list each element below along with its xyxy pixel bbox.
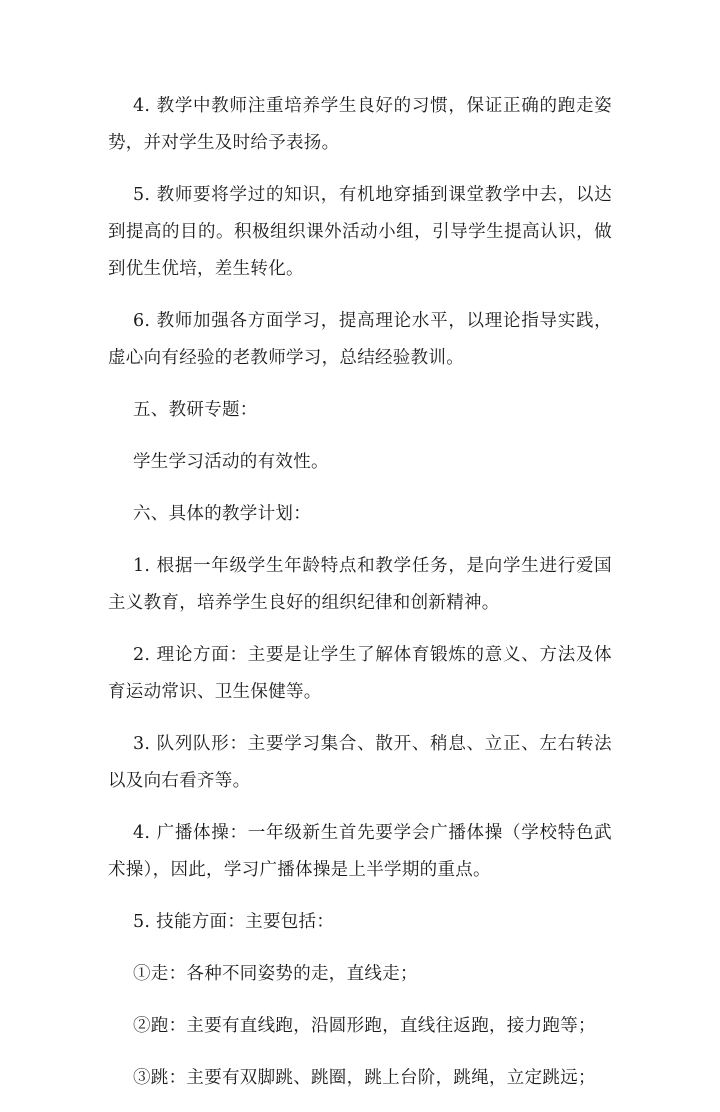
document-body — [108, 88, 612, 1112]
section-heading-research-topic: 五、教研专题： — [133, 400, 258, 420]
paragraph-research-topic: 学生学习活动的有效性。 — [133, 452, 329, 472]
paragraph-teacher-learning: 6. 教师加强各方面学习，提高理论水平，以理论指导实践，虚心向有经验的老教师学习，总结经验教训。 — [108, 311, 612, 368]
paragraph-teacher-habits: 4. 教学中教师注重培养学生良好的习惯，保证正确的跑走姿势，并对学生及时给予表扬。 — [108, 96, 612, 153]
paragraph-plan-4: 4. 广播体操：一年级新生首先要学会广播体操（学校特色武术操），因此，学习广播体操是上半学期的重点。 — [108, 823, 612, 880]
paragraph-plan-1: 1. 根据一年级学生年龄特点和教学任务，是向学生进行爱国主义教育，培养学生良好的组织纪律和创新精神。 — [108, 556, 612, 613]
paragraph-plan-2: 2. 理论方面：主要是让学生了解体育锻炼的意义、方法及体育运动常识、卫生保健等。 — [108, 645, 612, 702]
paragraph-knowledge-integration: 5. 教师要将学过的知识，有机地穿插到课堂教学中去，以达到提高的目的。积极组织课外活动小组，引导学生提高认识，做到优生优培，差生转化。 — [108, 185, 612, 279]
list-item-run: ②跑：主要有直线跑，沿圆形跑，直线往返跑，接力跑等； — [133, 1016, 596, 1036]
paragraph-plan-3: 3. 队列队形：主要学习集合、散开、稍息、立正、左右转法以及向右看齐等。 — [108, 734, 612, 791]
list-item-walk: ①走：各种不同姿势的走，直线走； — [133, 964, 418, 984]
list-item-jump: ③跳：主要有双脚跳、跳圈，跳上台阶，跳绳，立定跳远； — [133, 1068, 596, 1088]
section-heading-teaching-plan: 六、具体的教学计划： — [133, 504, 311, 524]
paragraph-plan-5: 5. 技能方面：主要包括： — [133, 912, 335, 932]
